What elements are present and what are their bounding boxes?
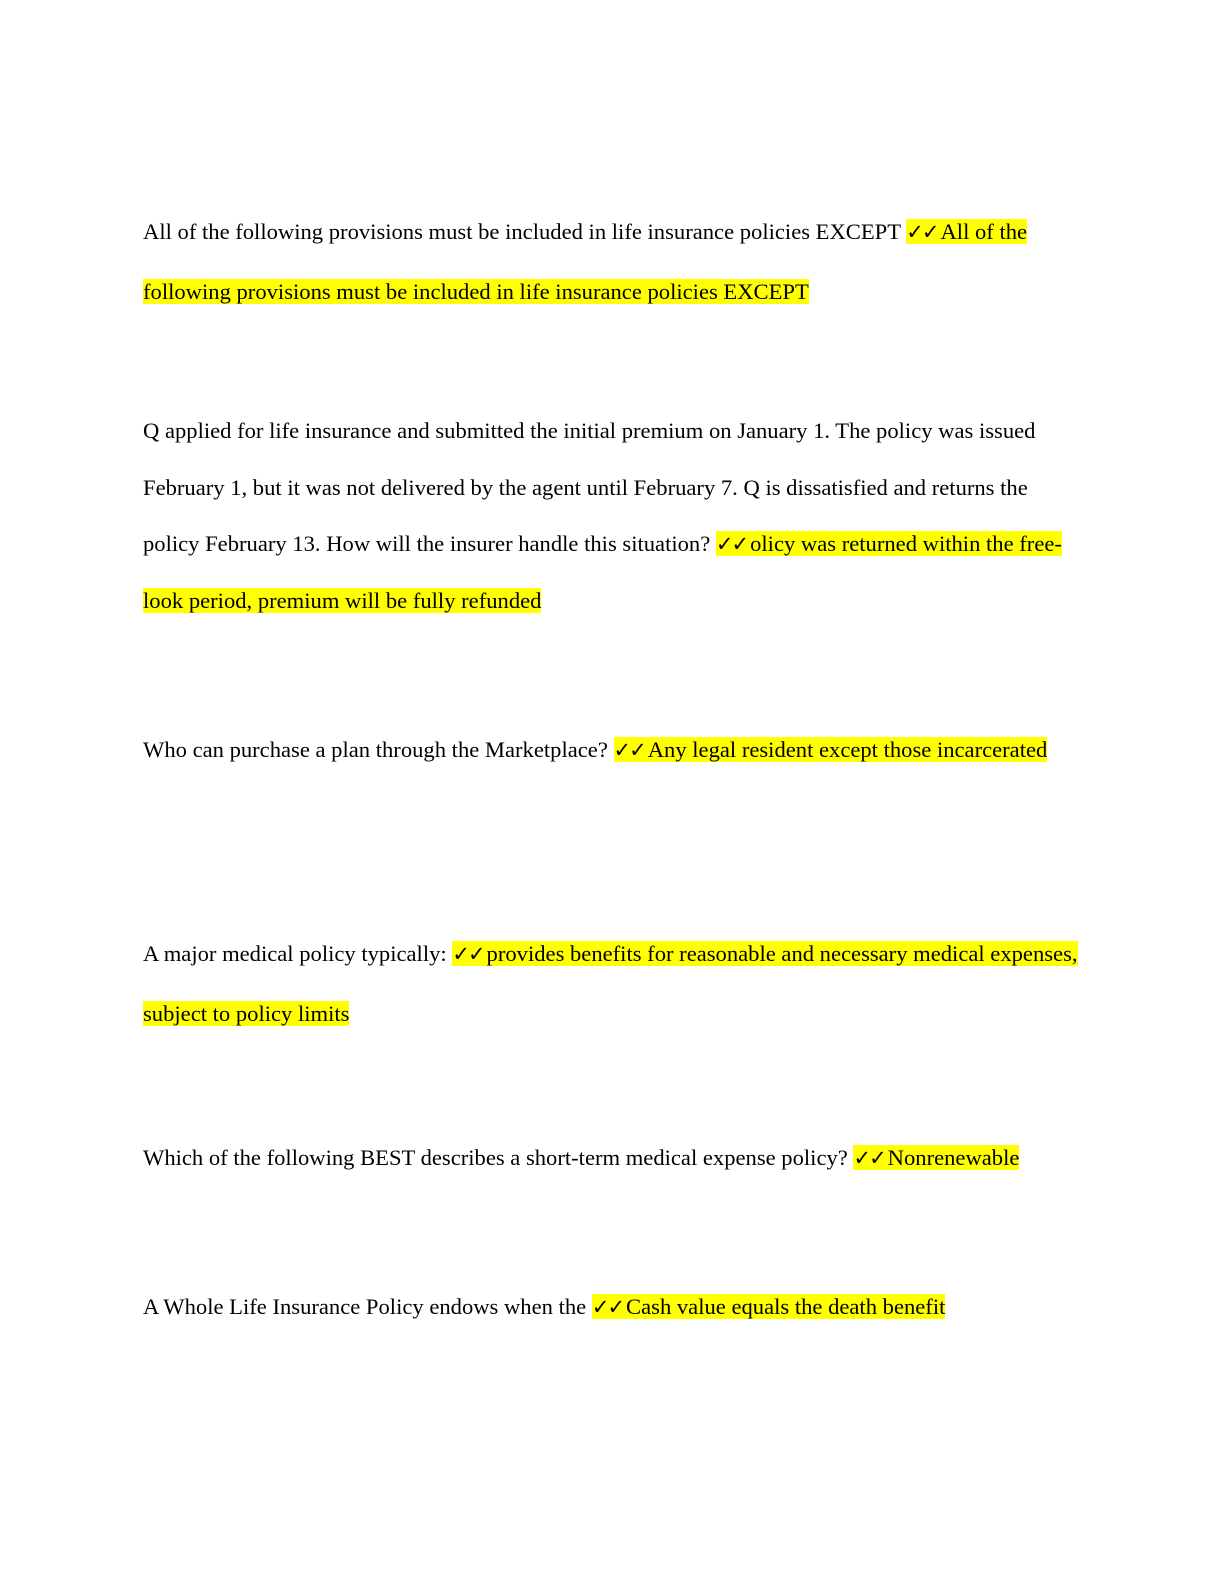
qa-item xyxy=(143,924,1078,1043)
double-checkmark-icon: ✓✓ xyxy=(452,942,484,966)
answer-text: provides benefits for reasonable and necessary medical expenses, subject to policy limits xyxy=(143,941,1078,1026)
question-text: Which of the following BEST describes a short-term medical expense policy? xyxy=(143,1145,848,1170)
answer-highlight xyxy=(614,737,1048,762)
qa-item xyxy=(143,720,1078,780)
qa-item xyxy=(143,1128,1078,1188)
double-checkmark-icon: ✓✓ xyxy=(715,532,748,556)
answer-text: Any legal resident except those incarcerated xyxy=(647,737,1048,762)
answer-text: All of the following provisions must be included in life insurance policies EXCEPT xyxy=(143,219,1028,304)
question-text: All of the following provisions must be included in life insurance policies EXCEPT xyxy=(143,219,901,244)
double-checkmark-icon: ✓✓ xyxy=(906,220,938,244)
qa-item xyxy=(143,202,1078,321)
question-text: A Whole Life Insurance Policy endows when the xyxy=(143,1294,587,1319)
answer-text: olicy was returned within the free-look period, premium will be fully refunded xyxy=(143,531,1062,613)
answer-highlight xyxy=(853,1145,1019,1170)
qa-item xyxy=(143,403,1078,629)
answer-highlight xyxy=(592,1294,946,1319)
question-text: A major medical policy typically: xyxy=(143,941,447,966)
question-text: Q applied for life insurance and submitted the initial premium on January 1. The policy was issued February 1, but it was not delivered by the agent until February 7. Q is dissatisfied and returns the policy February 13. How will the insurer handle this situation? xyxy=(143,418,1036,556)
question-text: Who can purchase a plan through the Marketplace? xyxy=(143,737,608,762)
answer-text: Nonrenewable xyxy=(887,1145,1020,1170)
double-checkmark-icon: ✓✓ xyxy=(853,1146,885,1170)
answer-text: Cash value equals the death benefit xyxy=(626,1294,946,1319)
qa-item xyxy=(143,1277,1078,1337)
double-checkmark-icon: ✓✓ xyxy=(591,1295,624,1319)
double-checkmark-icon: ✓✓ xyxy=(613,738,645,762)
